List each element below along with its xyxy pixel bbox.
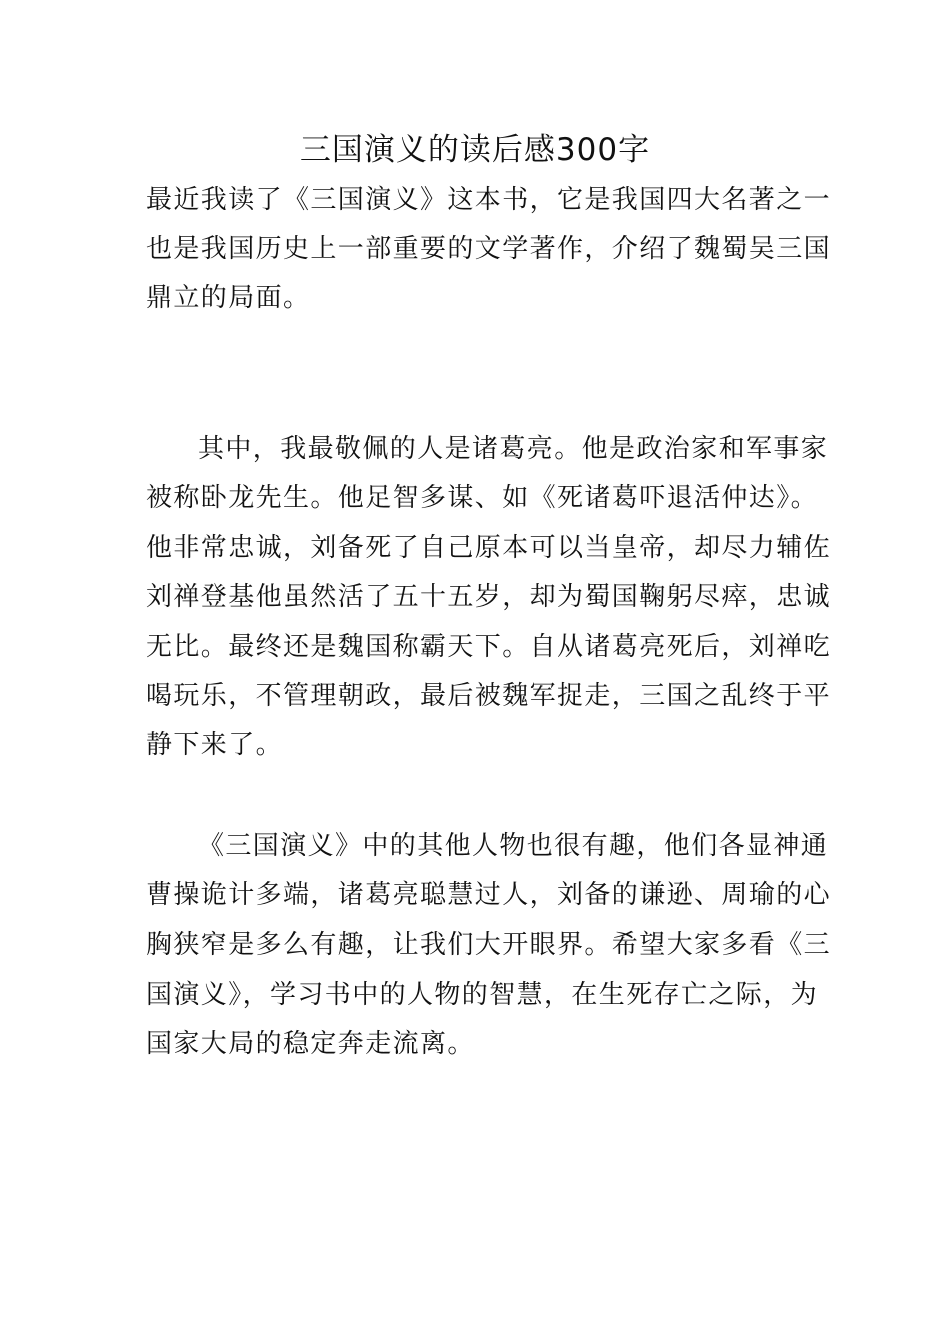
paragraph-1-line-2: 也是我国历史上一部重要的文学著作，介绍了魏蜀吴三国	[146, 234, 832, 264]
paragraph-3-line-3: 胸狭窄是多么有趣，让我们大开眼界。希望大家多看《三	[146, 930, 832, 960]
paragraph-2-line-5: 无比。最终还是魏国称霸天下。自从诸葛亮死后，刘禅吃	[146, 632, 832, 662]
document-title: 三国演义的读后感300字	[299, 132, 651, 168]
paragraph-2-line-2: 被称卧龙先生。他足智多谋、如《死诸葛吓退活仲达》。	[146, 483, 819, 513]
paragraph-1-line-3: 鼎立的局面。	[146, 283, 311, 313]
paragraph-3-line-2: 曹操诡计多端，诸葛亮聪慧过人，刘备的谦逊、周瑜的心	[146, 880, 832, 910]
paragraph-3-line-4: 国演义》，学习书中的人物的智慧，在生死存亡之际，为	[146, 980, 819, 1010]
paragraph-2-line-4: 刘禅登基他虽然活了五十五岁，却为蜀国鞠躬尽瘁，忠诚	[146, 582, 832, 612]
paragraph-3-line-5: 国家大局的稳定奔走流离。	[146, 1029, 475, 1059]
paragraph-2-line-6: 喝玩乐，不管理朝政，最后被魏军捉走，三国之乱终于平	[146, 681, 832, 711]
paragraph-2-line-7: 静下来了。	[146, 730, 284, 760]
paragraph-2-line-3: 他非常忠诚，刘备死了自己原本可以当皇帝，却尽力辅佐	[146, 533, 832, 563]
paragraph-2-line-1: 其中，我最敬佩的人是诸葛亮。他是政治家和军事家	[198, 434, 829, 464]
paragraph-1-line-1: 最近我读了《三国演义》这本书，它是我国四大名著之一	[146, 185, 832, 215]
paragraph-3-line-1: 《三国演义》中的其他人物也很有趣，他们各显神通	[198, 831, 829, 861]
